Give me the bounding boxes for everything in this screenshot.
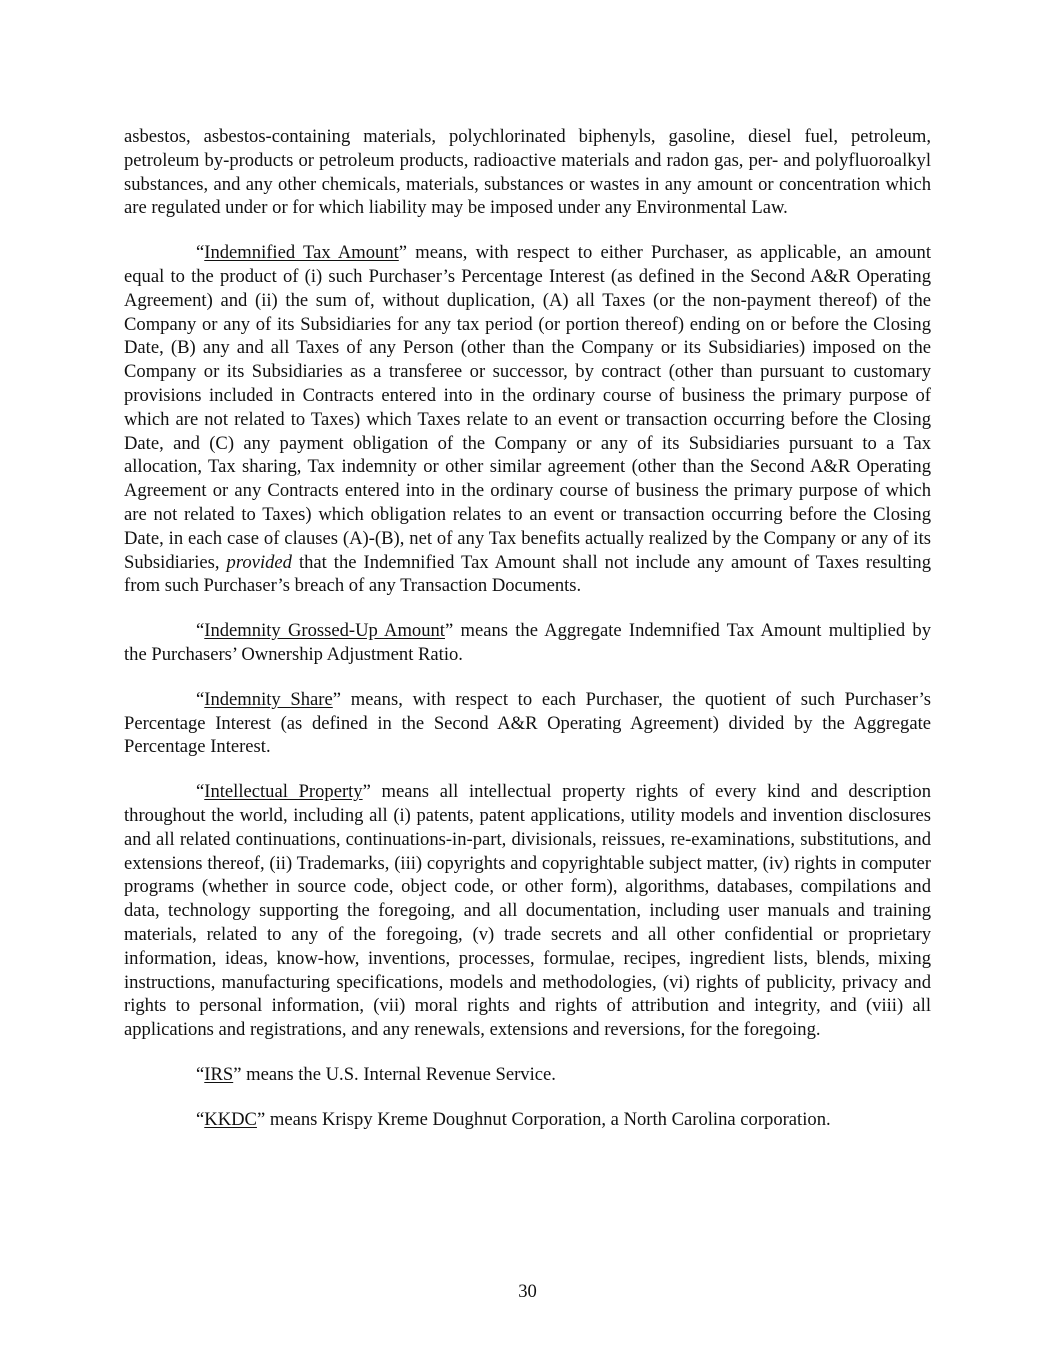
definition-indemnity-share [124,688,931,759]
definition-text: ” means all intellectual property rights of every kind and description throughout the world, including all (i) patents, patent applications, utility models and invention disclosures and all related continuations, continuations-in-part, divisionals, reissues, re-examinations, substitutions, and extensions thereof, (ii) Trademarks, (iii) copyrights and copyrightable subject matter, (iv) rights in computer programs (whether in source code, object code, or other form), algorithms, databases, compilations and data, technology supporting the foregoing, and all documentation, including user manuals and training materials, related to any of the foregoing, (v) trade secrets and all other confidential or proprietary information, ideas, know-how, inventions, processes, formulae, recipes, ingredient lists, blends, mixing instructions, manufacturing specifications, models and methodologies, (vi) rights of publicity, privacy and rights to personal information, (vii) moral rights and rights of attribution and integrity, and (viii) all applications and registrations, and any renewals, extensions and reversions, for the foregoing. [124,781,931,1041]
defined-term: Indemnity Share [204,688,333,710]
defined-term: IRS [204,1063,234,1085]
hazmat-definition-continuation: asbestos, asbestos-containing materials, polychlorinated biphenyls, gasoline, diesel fuel, petroleum, petroleum by-products or petroleum products, radioactive materials and radon gas, per- and polyfluoroalkyl substances, and any other chemicals, materials, substances or wastes in any amount or concentration which are regulated under or for which liability may be imposed under any Environmental Law. [124,126,931,219]
definition-text: ” means, with respect to each Purchaser, the quotient of such Purchaser’s Percentage Interest (as defined in the Second A&R Operating Agreement) divided by the Aggregate Percentage Interest. [124,688,931,758]
defined-term: Indemnity Grossed-Up Amount [204,620,445,642]
definition-intellectual-property [124,780,931,1042]
defined-term: KKDC [204,1108,257,1130]
definition-indemnity-grossed-up-amount [124,619,931,667]
open-quote: “ [196,1108,205,1130]
italic-term-provided: provided [226,551,292,573]
definition-text: ” means the U.S. Internal Revenue Service. [233,1063,556,1085]
definition-text: ” means, with respect to either Purchaser, as applicable, an amount equal to the product of (i) such Purchaser’s Percentage Interest (as defined in the Second A&R Operating Agreement) and (ii) the sum of, without duplication, (A) all Taxes (or the non-payment thereof) of the Company or any of its Subsidiaries for any tax period (or portion thereof) ending on or before the Closing Date, (B) any and all Taxes of any Person (other than the Company or its Subsidiaries) imposed on the Company or its Subsidiaries as a transferee or successor, by contract (other than pursuant to customary provisions included in Contracts entered into in the ordinary course of business the primary purpose of which are not related to Taxes) which Taxes relate to an event or transaction occurring before the Closing Date, and (C) any payment obligation of the Company or any of its Subsidiaries pursuant to a Tax allocation, Tax sharing, Tax indemnity or other similar agreement (other than the Second A&R Operating Agreement or any Contracts entered into in the ordinary course of business the primary purpose of which are not related to Taxes) which obligation relates to an event or transaction occurring before the Closing Date, in each case of clauses (A)-(B), net of any Tax benefits actually realized by the Company or any of its Subsidiaries, [124,242,931,573]
open-quote: “ [196,781,205,803]
defined-term: Indemnified Tax Amount [204,242,399,264]
document-page [124,125,931,1152]
definition-irs [124,1063,931,1087]
open-quote: “ [196,620,205,642]
definition-text-continued: that the Indemnified Tax Amount shall not include any amount of Taxes resulting from such Purchaser’s breach of any Transaction Documents. [124,551,931,597]
open-quote: “ [196,688,205,710]
definition-text: ” means Krispy Kreme Doughnut Corporation, a North Carolina corporation. [256,1108,831,1130]
open-quote: “ [196,242,205,264]
page-number: 30 [518,1281,537,1302]
defined-term: Intellectual Property [204,781,363,803]
open-quote: “ [196,1063,205,1085]
definition-indemnified-tax-amount [124,241,931,598]
definition-kkdc [124,1108,931,1132]
definition-text: ” means the Aggregate Indemnified Tax Amount multiplied by the Purchasers’ Ownership Adjustment Ratio. [124,620,931,665]
